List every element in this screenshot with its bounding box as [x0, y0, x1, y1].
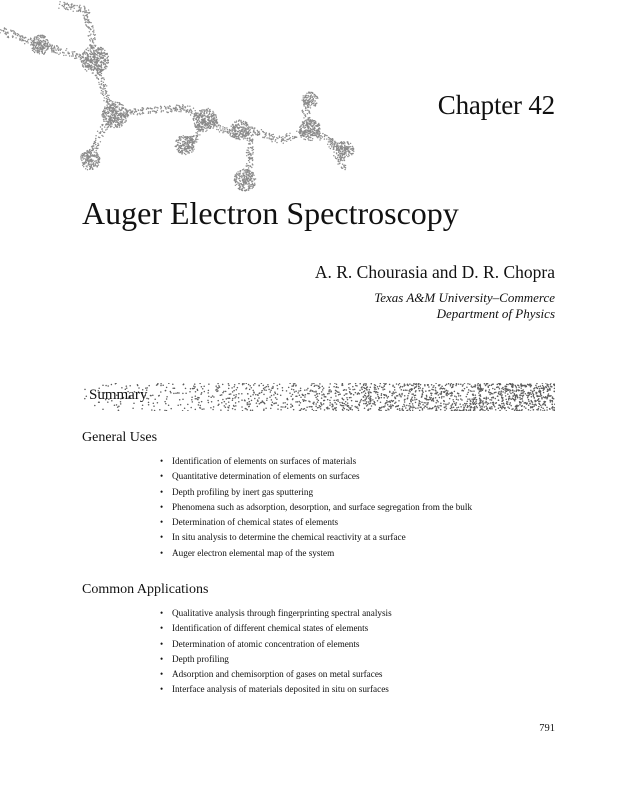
affiliation-university: Texas A&M University–Commerce: [374, 290, 555, 305]
list-item: • In situ analysis to determine the chemical reactivity at a surface: [160, 530, 472, 545]
chapter-label: Chapter 42: [437, 90, 555, 120]
summary-band: [82, 383, 555, 411]
list-item: • Determination of atomic concentration of elements: [160, 637, 392, 652]
list-item: • Depth profiling by inert gas sputtering: [160, 485, 472, 500]
affiliation-department: Department of Physics: [436, 306, 555, 321]
list-item: • Phenomena such as adsorption, desorption, and surface segregation from the bulk: [160, 500, 472, 515]
list-item: • Determination of chemical states of elements: [160, 515, 472, 530]
affiliation: [374, 290, 555, 322]
general-uses-list: [160, 454, 472, 561]
common-applications-list: [160, 606, 392, 698]
list-item: • Quantitative determination of elements on surfaces: [160, 469, 472, 484]
common-applications-heading: Common Applications: [82, 582, 209, 597]
list-item: • Adsorption and chemisorption of gases on metal surfaces: [160, 667, 392, 682]
list-item: • Interface analysis of materials deposited in situ on surfaces: [160, 682, 392, 697]
list-item: • Qualitative analysis through fingerprinting spectral analysis: [160, 606, 392, 621]
list-item: • Auger electron elemental map of the system: [160, 546, 472, 561]
list-item: • Identification of elements on surfaces of materials: [160, 454, 472, 469]
chapter-title: Auger Electron Spectroscopy: [82, 195, 459, 231]
page-number: 791: [539, 723, 555, 734]
authors: A. R. Chourasia and D. R. Chopra: [314, 262, 555, 282]
summary-heading: Summary: [89, 387, 148, 403]
general-uses-heading: General Uses: [82, 430, 158, 445]
list-item: • Identification of different chemical states of elements: [160, 621, 392, 636]
list-item: • Depth profiling: [160, 652, 392, 667]
